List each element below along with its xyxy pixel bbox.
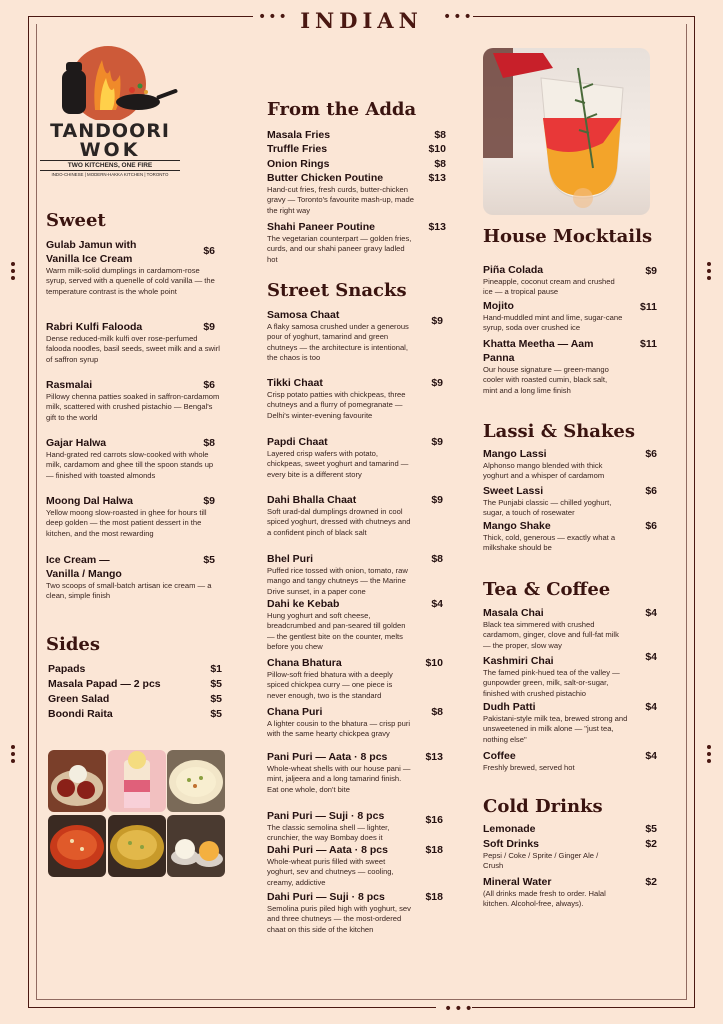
- item-description: Pillow-soft fried bhatura with a deeply spiced chickpea curry — one piece is never enough, two is the standard: [267, 670, 393, 700]
- item-description: The Punjabi classic — chilled yoghurt, sugar, a touch of rosewater: [483, 498, 612, 518]
- item-price: $6: [203, 379, 215, 391]
- item-description: Whole-wheat puris filled with sweet yoghurt, sev and chutneys — cooling, creamy, addictive: [267, 857, 394, 887]
- item-description: Hand-grated red carrots slow-cooked with whole milk, cardamom and ghee till the spoon stands up — finished with toasted almonds: [46, 450, 214, 480]
- street-section-title: Street Snacks: [267, 280, 407, 301]
- item-price: $6: [203, 245, 215, 257]
- logo-name-2: WOK: [79, 139, 141, 161]
- item-name: Truffle Fries: [267, 143, 328, 155]
- item-name: Mineral Water: [483, 876, 552, 888]
- menu-item-kashmiri-chai: [483, 651, 657, 699]
- item-name: Ice Cream —: [46, 554, 110, 566]
- item-name: Masala Papad — 2 pcs: [48, 678, 161, 690]
- item-description: Hand-cut fries, fresh curds, butter-chicken gravy — Toronto's favourite mash-up, made the right way: [267, 185, 414, 215]
- menu-item-pi-a-colada: [483, 263, 657, 298]
- left-dots-1: [11, 262, 15, 283]
- item-name: Chana Bhatura: [267, 657, 342, 669]
- item-name: Boondi Raita: [48, 708, 113, 720]
- menu-item-samosa-chaat: [267, 308, 443, 364]
- tandoor-wok-icon: [40, 40, 180, 120]
- item-description: Warm milk-solid dumplings in cardamom-rose syrup, served with a quenelle of cold vanilla — the temperature contrast is the whole point: [46, 266, 215, 296]
- item-name: Rasmalai: [46, 379, 93, 391]
- mocktail-photo: [483, 48, 650, 215]
- item-price: $4: [645, 651, 657, 663]
- item-price: $18: [425, 844, 443, 856]
- frame-right-line: [694, 16, 695, 1008]
- menu-item-rabri-kulfi-falooda: [46, 320, 220, 365]
- item-price: $6: [645, 448, 657, 460]
- item-price: $5: [645, 823, 657, 835]
- menu-item-onion-rings: [267, 157, 446, 171]
- item-name: Papdi Chaat: [267, 436, 328, 448]
- item-price: $18: [425, 891, 443, 903]
- item-description: Soft urad-dal dumplings drowned in cool spiced yoghurt, dressed with chutneys and a confident pinch of black salt: [267, 507, 411, 537]
- logo-tagline: TWO KITCHENS, ONE FIRE: [40, 160, 180, 171]
- item-name: Sweet Lassi: [483, 485, 544, 497]
- item-name: Moong Dal Halwa: [46, 495, 133, 507]
- falooda-photo: [108, 750, 166, 812]
- item-price: $5: [203, 554, 215, 566]
- item-description: Yellow moong slow-roasted in ghee for hours till deep golden — the most patient dessert in the kitchen, and the most rewarding: [46, 508, 207, 538]
- menu-item-tikki-chaat: [267, 376, 443, 421]
- frame-bottom-left-line: [28, 1007, 436, 1008]
- top-right-dots: •••: [443, 9, 474, 25]
- menu-item-dahi-ke-kebab: [267, 597, 443, 653]
- item-price: $4: [645, 750, 657, 762]
- menu-item-papads: [48, 662, 222, 676]
- mocktails-section-title: House Mocktails: [483, 226, 653, 247]
- item-price: $10: [428, 143, 446, 155]
- item-price: $6: [645, 485, 657, 497]
- item-price: $4: [645, 701, 657, 713]
- menu-item-sweet-lassi: [483, 484, 657, 519]
- menu-item-moong-dal-halwa: [46, 494, 215, 539]
- item-name: Khatta Meetha — Aam: [483, 338, 594, 350]
- item-description: Pakistani-style milk tea, brewed strong and unsweetened in milk alone — "just tea, nothing else": [483, 714, 628, 744]
- item-price: $9: [431, 436, 443, 448]
- item-name: Samosa Chaat: [267, 309, 340, 321]
- item-description: Freshly brewed, served hot: [483, 763, 575, 772]
- menu-item-masala-chai: [483, 606, 657, 651]
- item-price: $2: [645, 876, 657, 888]
- item-name: Butter Chicken Poutine: [267, 172, 384, 184]
- item-name: Gajar Halwa: [46, 437, 107, 449]
- item-description: Pepsi / Coke / Sprite / Ginger Ale / Crush: [483, 851, 599, 871]
- menu-item-shahi-paneer-poutine: [267, 220, 446, 265]
- frame-bottom-right-line: [472, 1007, 695, 1008]
- inner-frame-bottom-line: [36, 999, 687, 1000]
- right-dots-1: [707, 262, 711, 283]
- gulab-jamun-photo: [48, 750, 106, 812]
- item-description: The vegetarian counterpart — golden fries, curds, and our shahi paneer gravy ladled hot: [267, 234, 412, 264]
- menu-item-soft-drinks: [483, 837, 657, 872]
- menu-item-rasmalai: [46, 378, 220, 423]
- gajar-halwa-photo: [48, 815, 106, 877]
- item-name: Mango Lassi: [483, 448, 547, 460]
- frame-left-line: [28, 16, 29, 1008]
- item-price: $16: [425, 814, 443, 826]
- item-name-line-2: Vanilla / Mango: [46, 568, 122, 580]
- item-description: Pillowy chenna patties soaked in saffron-cardamom milk, scattered with crushed pistachio — Bengal's gift to the world: [46, 392, 220, 422]
- item-price: $8: [203, 437, 215, 449]
- item-description: A lighter cousin to the bhatura — crisp puri with the same hearty chickpea gravy: [267, 719, 411, 739]
- page-title: INDIAN: [300, 8, 423, 33]
- item-name: Mango Shake: [483, 520, 551, 532]
- inner-frame-right-line: [686, 24, 687, 999]
- ice-cream-photo: [167, 815, 225, 877]
- sides-section-title: Sides: [46, 634, 101, 655]
- menu-item-dahi-bhalla-chaat: [267, 493, 443, 538]
- item-price: $9: [431, 494, 443, 506]
- menu-item-mojito: [483, 299, 657, 334]
- menu-item-dahi-puri-suji-8-pcs: [267, 890, 443, 935]
- item-name: Tikki Chaat: [267, 377, 323, 389]
- tea-section-title: Tea & Coffee: [483, 579, 611, 600]
- logo-subline: INDO-CHINESE | MODERN-HAKKA KITCHEN | TORONTO: [51, 172, 169, 177]
- inner-frame-left-line: [36, 24, 37, 999]
- item-name: Masala Chai: [483, 607, 544, 619]
- rasmalai-photo: [167, 750, 225, 812]
- sweet-section-title: Sweet: [46, 210, 106, 231]
- adda-section-title: From the Adda: [267, 99, 417, 120]
- lassi-section-title: Lassi & Shakes: [483, 421, 636, 442]
- item-name: Lemonade: [483, 823, 536, 835]
- item-name: Chana Puri: [267, 706, 323, 718]
- bottom-dots: •••: [444, 1001, 475, 1017]
- menu-item-pani-puri-aata-8-pcs: [267, 750, 443, 795]
- item-price: $13: [428, 221, 446, 233]
- item-name-line-2: Vanilla Ice Cream: [46, 253, 133, 265]
- item-description: Puffed rice tossed with onion, tomato, raw mango and tangy chutneys — the Marine Drive sunset, in a paper cone: [267, 566, 408, 596]
- item-price: $2: [645, 838, 657, 850]
- item-name: Dahi Puri — Aata · 8 pcs: [267, 844, 388, 856]
- item-name: Dudh Patti: [483, 701, 536, 713]
- item-price: $10: [425, 657, 443, 669]
- logo-name: TANDOORI: [50, 120, 170, 142]
- item-description: Hung yoghurt and soft cheese, breadcrumbed and pan-seared till golden — the gentlest bite on the counter, melts before you chew: [267, 611, 406, 652]
- menu-item-coffee: [483, 749, 657, 773]
- item-name: Bhel Puri: [267, 553, 314, 565]
- menu-item-bhel-puri: [267, 552, 443, 597]
- item-description: Dense reduced-milk kulfi over rose-perfumed falooda noodles, basil seeds, sweet milk and a swirl of saffron syrup: [46, 334, 220, 364]
- menu-item-dudh-patti: [483, 700, 657, 745]
- item-price: $1: [210, 663, 222, 675]
- menu-item-masala-fries: [267, 128, 446, 142]
- menu-item-boondi-raita: [48, 707, 222, 721]
- item-name: Dahi ke Kebab: [267, 598, 340, 610]
- item-price: $9: [645, 265, 657, 277]
- item-name: Gulab Jamun with: [46, 239, 137, 251]
- item-price: $5: [210, 708, 222, 720]
- item-name: Piña Colada: [483, 264, 544, 276]
- item-name: Kashmiri Chai: [483, 655, 554, 667]
- menu-item-butter-chicken-poutine: [267, 171, 446, 216]
- item-price: $4: [431, 598, 443, 610]
- item-name: Masala Fries: [267, 129, 331, 141]
- item-description: Thick, cold, generous — exactly what a milkshake should be: [483, 533, 616, 553]
- item-price: $11: [640, 338, 657, 350]
- item-price: $11: [640, 301, 657, 313]
- item-name-line-2: Panna: [483, 352, 515, 364]
- menu-item-masala-papad-2-pcs: [48, 677, 222, 691]
- item-name: Mojito: [483, 300, 514, 312]
- item-name: Green Salad: [48, 693, 110, 705]
- item-description: Black tea simmered with crushed cardamom, ginger, clove and full-fat milk — the proper, slow way: [483, 620, 619, 650]
- item-name: Shahi Paneer Poutine: [267, 221, 375, 233]
- menu-item-mango-lassi: [483, 447, 657, 482]
- item-name: Pani Puri — Suji · 8 pcs: [267, 810, 385, 822]
- moong-dal-halwa-photo: [108, 815, 166, 877]
- item-description: Crisp potato patties with chickpeas, three chutneys and a flurry of pomegranate — Delhi's winter-evening favourite: [267, 390, 406, 420]
- item-price: $5: [210, 678, 222, 690]
- item-price: $9: [431, 315, 443, 327]
- item-name: Rabri Kulfi Falooda: [46, 321, 143, 333]
- item-price: $8: [434, 129, 446, 141]
- left-dots-2: [11, 745, 15, 766]
- item-name: Pani Puri — Aata · 8 pcs: [267, 751, 388, 763]
- item-description: Alphonso mango blended with thick yoghurt and a whisper of cardamom: [483, 461, 605, 481]
- menu-item-green-salad: [48, 692, 222, 706]
- menu-item-chana-bhatura: [267, 656, 443, 701]
- menu-item-mango-shake: [483, 519, 657, 554]
- item-name: Coffee: [483, 750, 516, 762]
- menu-item-mineral-water: [483, 875, 657, 910]
- item-description: A flaky samosa crushed under a generous pour of yoghurt, tamarind and green chutneys — the architecture is intentional, the chaos is too: [267, 322, 409, 363]
- item-name: Papads: [48, 663, 86, 675]
- menu-item-gulab-jamun-with-vanilla-ice-cream: [46, 238, 215, 297]
- item-description: The famed pink-hued tea of the valley — gunpowder green, milk, salt-or-sugar, finished with crushed pistachio: [483, 668, 620, 698]
- top-left-dots: •••: [258, 9, 289, 25]
- item-price: $13: [425, 751, 443, 763]
- menu-item-gajar-halwa: [46, 436, 215, 481]
- menu-item-chana-puri: [267, 705, 443, 740]
- restaurant-logo: [40, 40, 180, 180]
- item-name: Onion Rings: [267, 158, 330, 170]
- item-name: Dahi Bhalla Chaat: [267, 494, 357, 506]
- item-price: $5: [210, 693, 222, 705]
- item-name: Dahi Puri — Suji · 8 pcs: [267, 891, 385, 903]
- menu-item-pani-puri-suji-8-pcs: [267, 809, 443, 844]
- item-price: $4: [645, 607, 657, 619]
- item-price: $8: [434, 158, 446, 170]
- menu-item-khatta-meetha-aam-panna: [483, 337, 657, 396]
- item-description: Semolina puris piled high with yoghurt, sev and three chutneys — the most-ordered chaat on this side of the kitchen: [267, 904, 411, 934]
- menu-item-papdi-chaat: [267, 435, 443, 480]
- item-price: $9: [431, 377, 443, 389]
- item-description: The classic semolina shell — lighter, crunchier, the way Bombay does it: [267, 823, 390, 843]
- item-description: (All drinks made fresh to order. Halal kitchen. Alcohol-free, always).: [483, 889, 606, 909]
- menu-item-lemonade: [483, 822, 657, 836]
- menu-item-dahi-puri-aata-8-pcs: [267, 843, 443, 888]
- item-price: $9: [203, 495, 215, 507]
- item-description: Two scoops of small-batch artisan ice cream — a clean, simple finish: [46, 581, 212, 601]
- item-price: $6: [645, 520, 657, 532]
- cold-section-title: Cold Drinks: [483, 796, 603, 817]
- item-price: $8: [431, 553, 443, 565]
- item-description: Hand-muddled mint and lime, sugar-cane syrup, soda over crushed ice: [483, 313, 623, 333]
- item-description: Whole-wheat shells with our house pani — mint, jaljeera and a long tamarind finish. Eat one whole, don't bite: [267, 764, 411, 794]
- menu-item-truffle-fries: [267, 142, 446, 156]
- item-price: $9: [203, 321, 215, 333]
- item-description: Pineapple, coconut cream and crushed ice — a tropical pause: [483, 277, 615, 297]
- item-price: $13: [428, 172, 446, 184]
- right-dots-2: [707, 745, 711, 766]
- item-name: Soft Drinks: [483, 838, 540, 850]
- menu-item-ice-cream-vanilla-mango: [46, 553, 215, 602]
- item-description: Layered crisp wafers with potato, chickpeas, sweet yoghurt and tamarind — every bite is a different story: [267, 449, 409, 479]
- item-price: $8: [431, 706, 443, 718]
- item-description: Our house signature — green-mango cooler with roasted cumin, black salt, mint and a long lime finish: [483, 365, 609, 395]
